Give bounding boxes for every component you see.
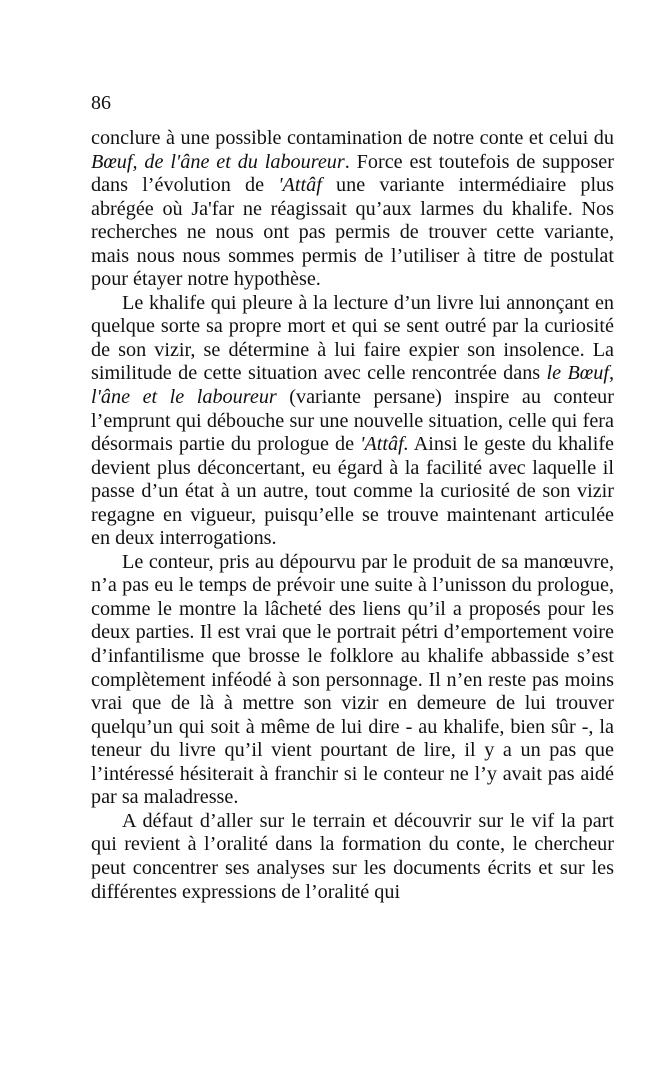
text-run: conclure à une possible contamination de notre conte et celui du (91, 127, 614, 149)
body-text (91, 127, 614, 904)
text-run: A défaut d’aller sur le terrain et découvrir sur le vif la part qui revient à l’oralité dans la formation du conte, le chercheur peut concentrer ses analyses sur les documents écrits et sur les différentes expressions de l’oralité qui (91, 809, 614, 903)
text-run: Le khalife qui pleure à la lecture d’un livre lui annonçant en quelque sorte sa propre mort et qui se sent outré par la curiosité de son vizir, se détermine à lui faire expier son insolence. La similitude de cette situation avec celle rencontrée dans (91, 291, 614, 385)
italic-title-run: 'Attâf (278, 174, 322, 197)
text-run: Ainsi le geste du khalife devient plus déconcertant, eu égard à la facilité avec laquelle il passe d’un état à un autre, tout comme la curiosité de son vizir regagne en vigueur, puisqu’elle se trouve maintenant articulée en deux interrogations. (91, 433, 615, 550)
paragraph-3 (91, 551, 614, 810)
page-number: 86 (91, 92, 111, 114)
paragraph-1 (91, 127, 614, 292)
paragraph-4 (91, 810, 614, 904)
text-run: . Force est toutefois de supposer dans l’évolution de (91, 150, 614, 197)
paragraph-2 (91, 292, 614, 551)
italic-title-run: le Bœuf, l'âne et le laboureur (91, 362, 614, 409)
text-run: Le conteur, pris au dépourvu par le produit de sa manœuvre, n’a pas eu le temps de prévoir une suite à l’unisson du prologue, comme le montre la lâcheté des liens qu’il a proposés pour les deux parties. Il est vrai que le portrait pétri d’emportement voire d’infantilisme que brosse le folklore au khalife abbasside s’est complètement inféodé à son personnage. Il n’en reste pas moins vrai que de là à mettre son vizir en demeure de lui trouver quelqu’un qui soit à même de lui dire - au khalife, bien sûr -, la teneur du livre qu’il vient pourtant de lire, il y a un pas que l’intéressé hésiterait à franchir si le conteur ne l’y avait pas aidé par sa maladresse. (91, 550, 614, 809)
text-run: (variante persane) inspire au conteur l’emprunt qui débouche sur une nouvelle situation, celle qui fera désormais partie du prologue de (91, 386, 614, 456)
italic-title-run: 'Attâf. (360, 433, 409, 456)
text-run: une variante intermédiaire plus abrégée où Ja'far ne réagissait qu’aux larmes du khalife. Nos recherches ne nous ont pas permis de trouver cette variante, mais nous nous sommes permis de l’utiliser à titre de postulat pour étayer notre hypothèse. (91, 174, 614, 291)
italic-title-run: Bœuf, de l'âne et du laboureur (91, 150, 345, 173)
